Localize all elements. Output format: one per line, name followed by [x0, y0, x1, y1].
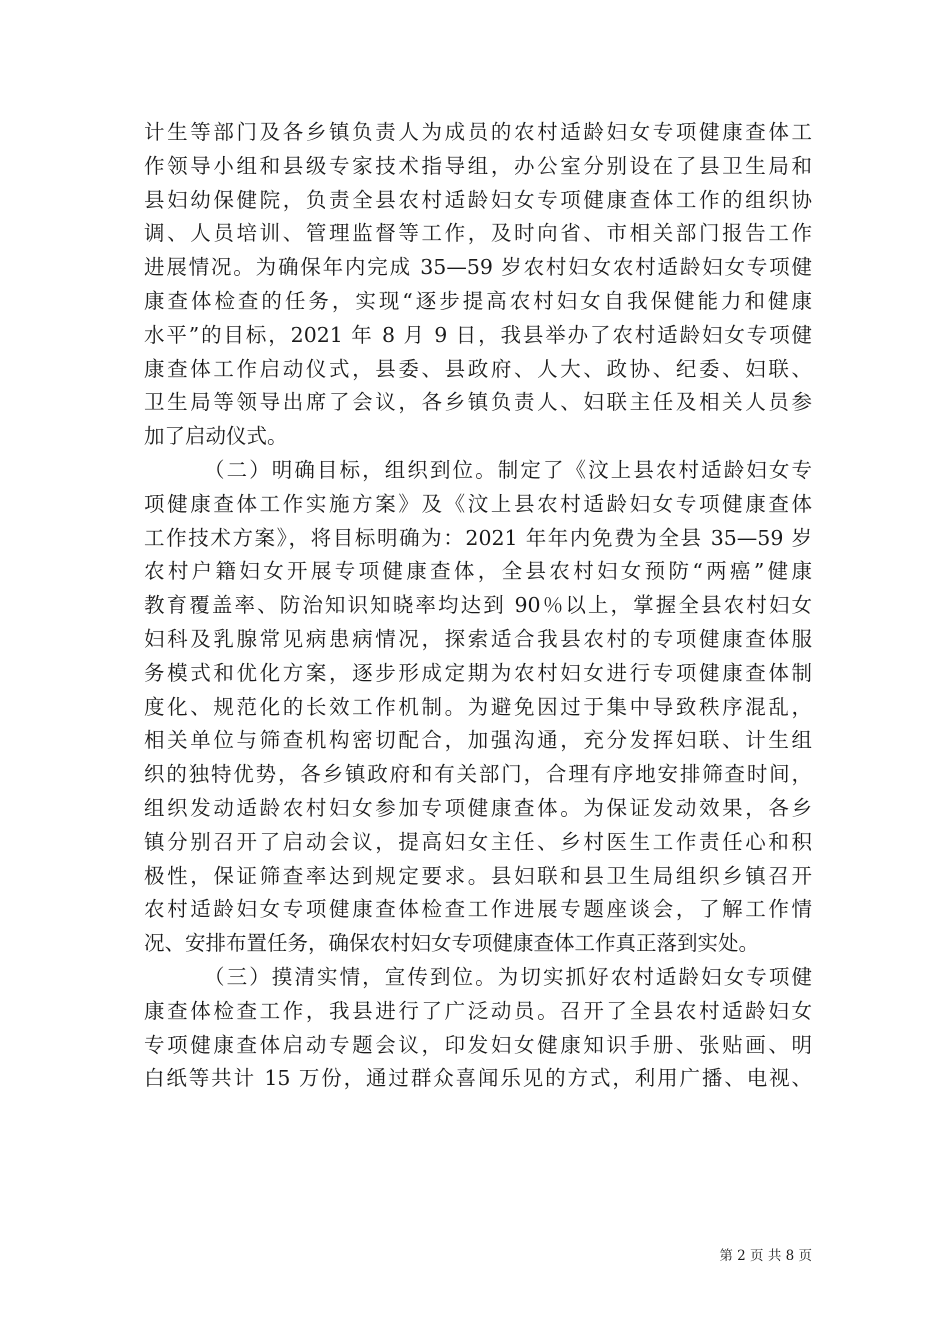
text-line: 妇科及乳腺常见病患病情况，探索适合我县农村的专项健康查体服	[144, 626, 812, 651]
text-line: 专项健康查体启动专题会议，印发妇女健康知识手册、张贴画、明	[144, 1032, 812, 1057]
document-body	[144, 116, 812, 1096]
text-line: 教育覆盖率、防治知识知晓率均达到 90％以上，掌握全县农村妇女	[144, 593, 812, 618]
text-line: 项健康查体工作实施方案》及《汶上县农村适龄妇女专项健康查体	[144, 491, 812, 516]
text-line: 农村适龄妇女专项健康查体检查工作进展专题座谈会，了解工作情	[144, 897, 812, 922]
paragraph-end-line: 况、安排布置任务，确保农村妇女专项健康查体工作真正落到实处。	[144, 931, 759, 956]
text-line: 康查体检查工作，我县进行了广泛动员。召开了全县农村适龄妇女	[144, 998, 812, 1023]
text-line: 白纸等共计 15 万份，通过群众喜闻乐见的方式，利用广播、电视、	[144, 1066, 812, 1091]
text-line: 卫生局等领导出席了会议，各乡镇负责人、妇联主任及相关人员参	[144, 390, 812, 415]
text-line: 工作技术方案》，将目标明确为：2021 年年内免费为全县 35—59 岁	[144, 525, 812, 550]
text-line: 调、人员培训、管理监督等工作，及时向省、市相关部门报告工作	[144, 221, 812, 246]
text-line: 水平”的目标，2021 年 8 月 9 日，我县举办了农村适龄妇女专项健	[144, 322, 812, 347]
text-line: 进展情况。为确保年内完成 35—59 岁农村妇女农村适龄妇女专项健	[144, 255, 812, 280]
text-line: 度化、规范化的长效工作机制。为避免因过于集中导致秩序混乱，	[144, 694, 812, 719]
text-line: 康查体工作启动仪式，县委、县政府、人大、政协、纪委、妇联、	[144, 356, 812, 381]
page-number-footer: 第 2 页 共 8 页	[719, 1248, 812, 1264]
text-line: 县妇幼保健院，负责全县农村适龄妇女专项健康查体工作的组织协	[144, 187, 812, 212]
section-heading-line-3: （三）摸清实情，宣传到位。为切实抓好农村适龄妇女专项健	[204, 964, 812, 989]
text-line: 务模式和优化方案，逐步形成定期为农村妇女进行专项健康查体制	[144, 660, 812, 685]
text-line: 组织发动适龄农村妇女参加专项健康查体。为保证发动效果，各乡	[144, 795, 812, 820]
text-line: 织的独特优势，各乡镇政府和有关部门，合理有序地安排筛查时间，	[144, 762, 812, 787]
text-line: 康查体检查的任务，实现“逐步提高农村妇女自我保健能力和健康	[144, 288, 812, 313]
text-line: 作领导小组和县级专家技术指导组，办公室分别设在了县卫生局和	[144, 153, 812, 178]
text-line: 农村户籍妇女开展专项健康查体，全县农村妇女预防“两癌”健康	[144, 559, 812, 584]
text-line: 计生等部门及各乡镇负责人为成员的农村适龄妇女专项健康查体工	[144, 120, 812, 144]
text-line: 镇分别召开了启动会议，提高妇女主任、乡村医生工作责任心和积	[144, 829, 812, 854]
section-heading-line-2: （二）明确目标，组织到位。制定了《汶上县农村适龄妇女专	[204, 457, 812, 482]
text-line: 相关单位与筛查机构密切配合，加强沟通，充分发挥妇联、计生组	[144, 728, 812, 753]
text-line: 极性，保证筛查率达到规定要求。县妇联和县卫生局组织乡镇召开	[144, 863, 812, 888]
paragraph-end-line: 加了启动仪式。	[144, 424, 288, 449]
